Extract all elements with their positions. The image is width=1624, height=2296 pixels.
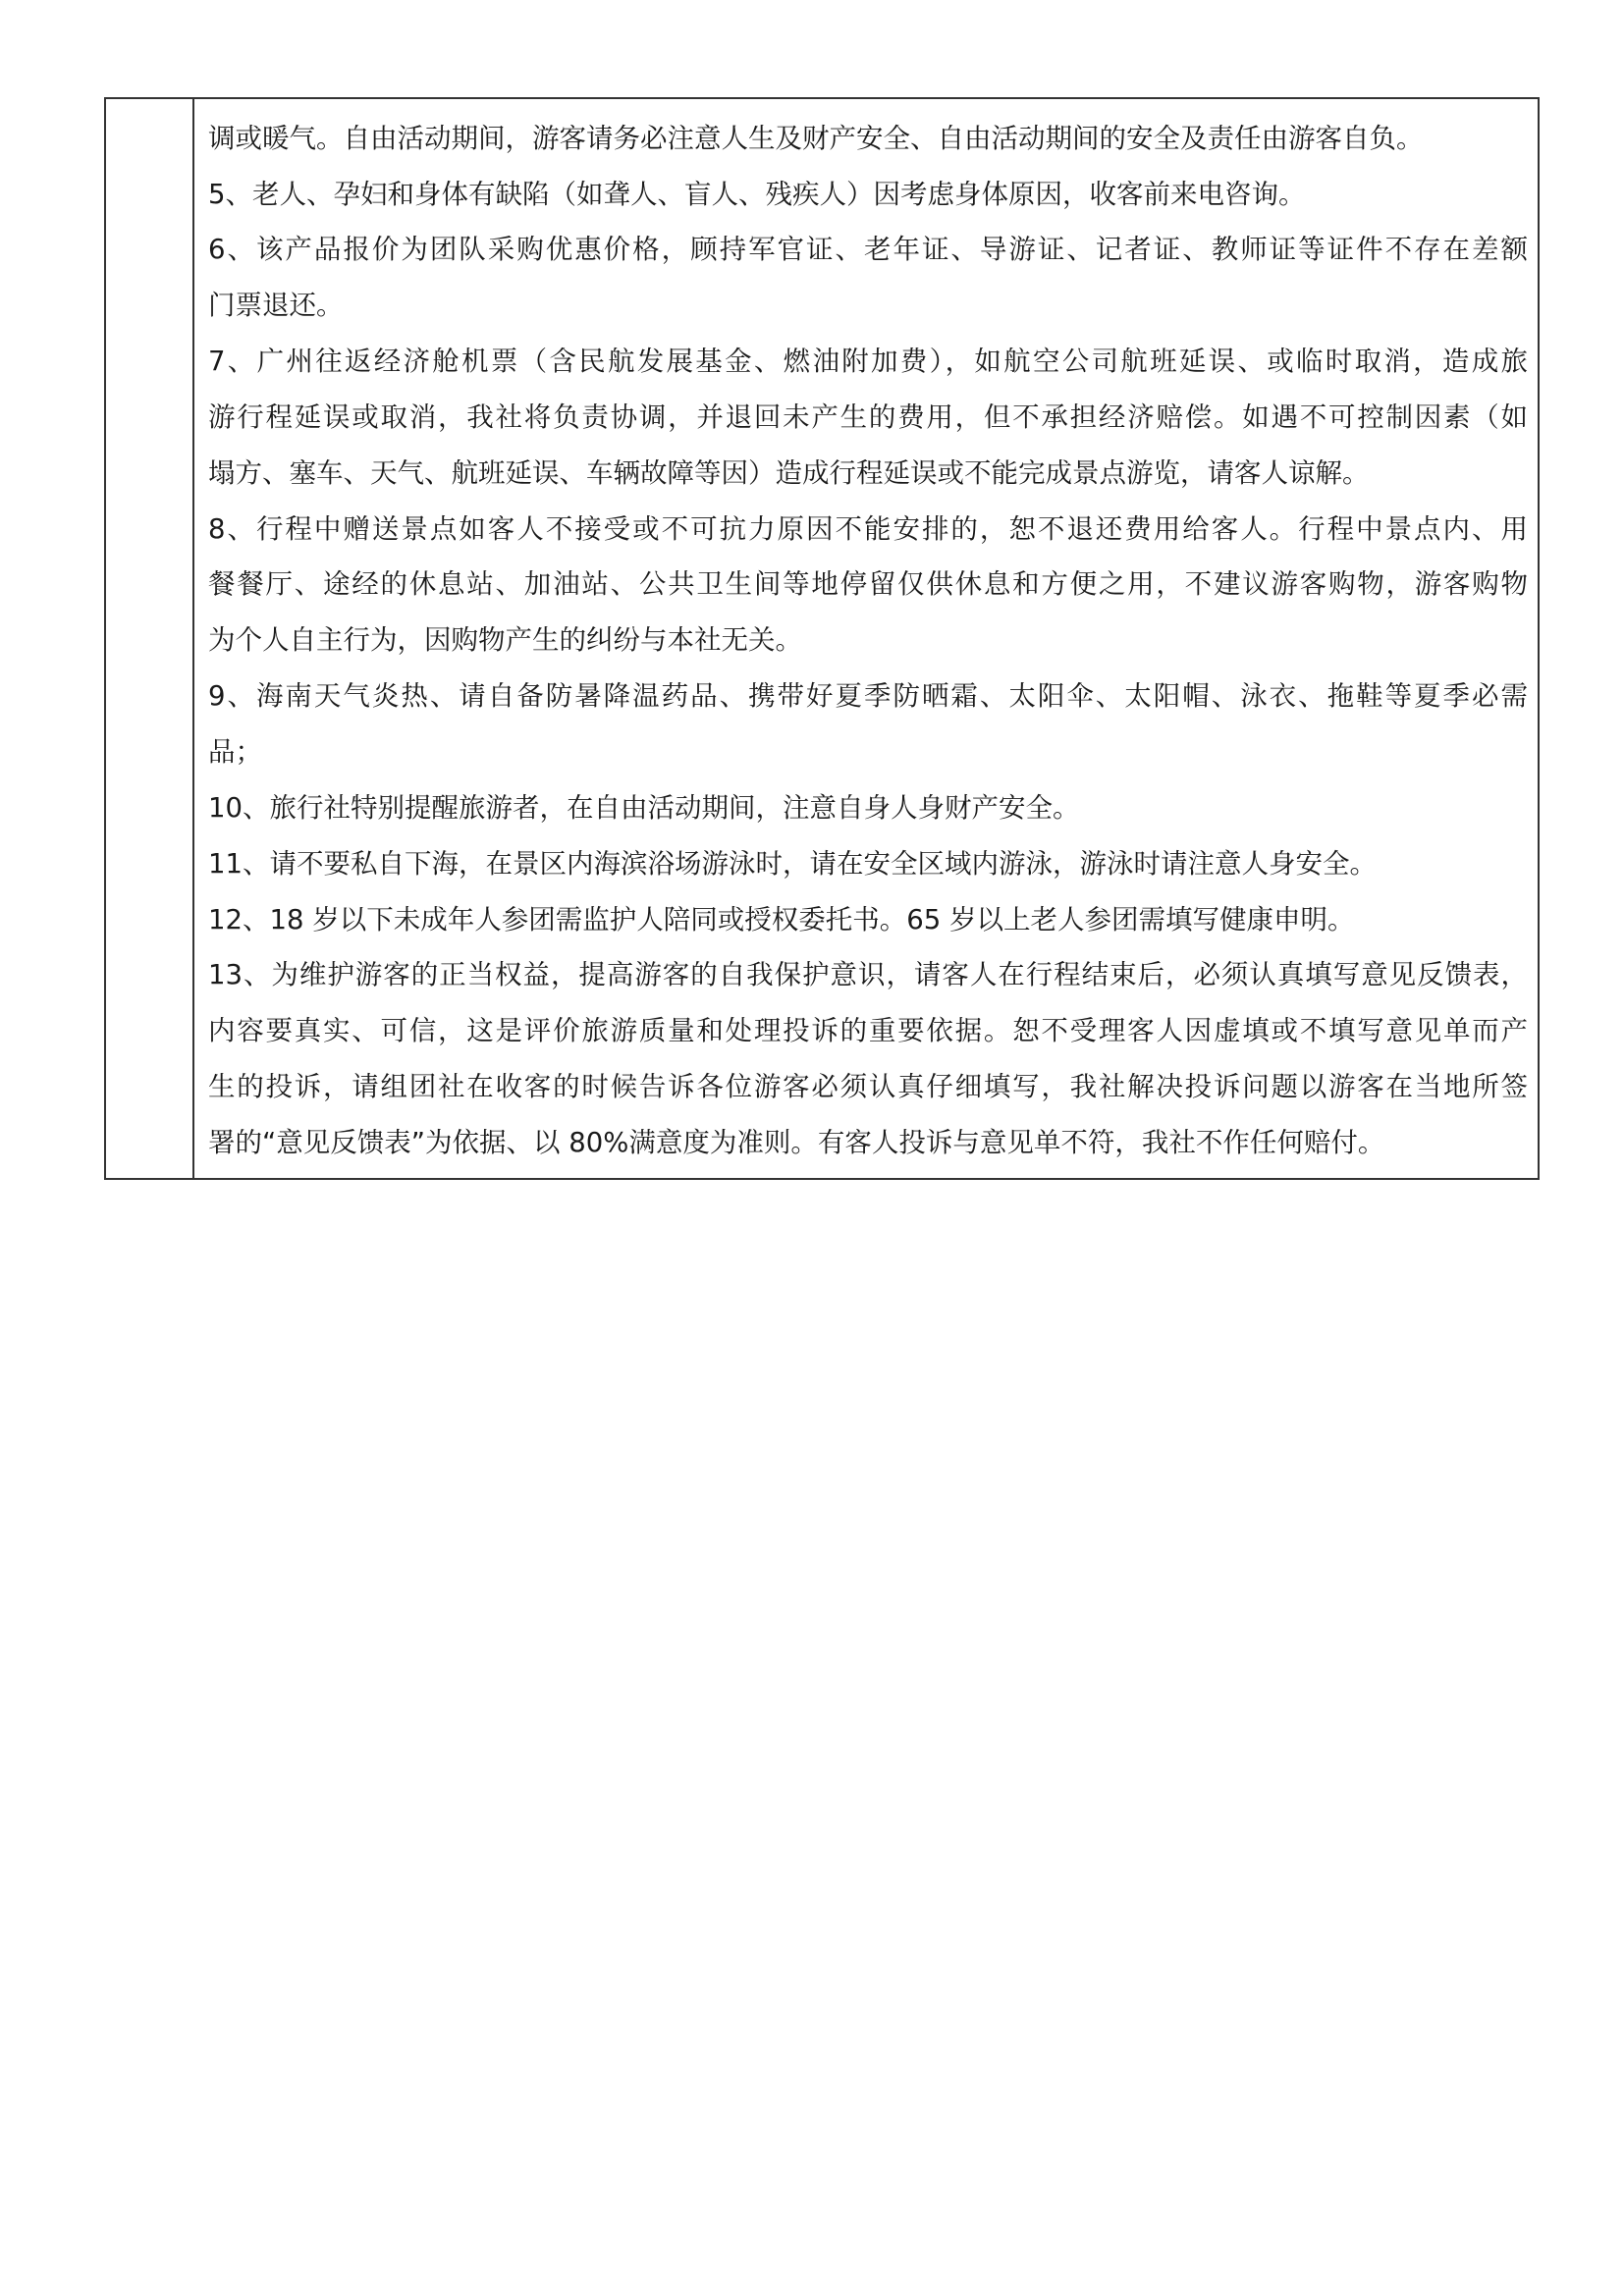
text-line: 12、18 岁以下未成年人参团需监护人陪同或授权委托书。65 岁以上老人参团需填写健康申明。 (208, 904, 1355, 935)
text-line: 门票退还。 (208, 290, 344, 321)
text-line: 生的投诉，请组团社在收客的时候告诉各位游客必须认真仔细填写，我社解决投诉问题以游客在当地所签 (208, 1071, 1528, 1102)
text-line: 11、请不要私自下海，在景区内海滨浴场游泳时，请在安全区域内游泳，游泳时请注意人身安全。 (208, 848, 1377, 880)
table-label-cell (106, 99, 194, 1178)
text-line: 7、广州往返经济舱机票（含民航发展基金、燃油附加费），如航空公司航班延误、或临时取消，造成旅 (208, 346, 1528, 377)
text-line: 调或暖气。自由活动期间，游客请务必注意人生及财产安全、自由活动期间的安全及责任由游客自负。 (208, 123, 1424, 154)
text-line: 塌方、塞车、天气、航班延误、车辆故障等因）造成行程延误或不能完成景点游览，请客人谅解。 (208, 457, 1370, 489)
notes-table (104, 97, 1540, 1180)
text-line: 9、海南天气炎热、请自备防暑降温药品、携带好夏季防晒霜、太阳伞、太阳帽、泳衣、拖鞋等夏季必需 (208, 680, 1528, 712)
text-line: 游行程延误或取消，我社将负责协调，并退回未产生的费用，但不承担经济赔偿。如遇不可控制因素（如 (208, 401, 1528, 433)
text-line: 餐餐厅、途经的休息站、加油站、公共卫生间等地停留仅供休息和方便之用，不建议游客购物，游客购物 (208, 568, 1528, 600)
text-line: 5、老人、孕妇和身体有缺陷（如聋人、盲人、残疾人）因考虑身体原因，收客前来电咨询。 (208, 179, 1306, 210)
table-content-cell (194, 99, 1538, 1178)
text-line: 署的“意见反馈表”为依据、以 80%满意度为准则。有客人投诉与意见单不符，我社不作任何赔付。 (208, 1127, 1385, 1158)
text-line: 8、行程中赠送景点如客人不接受或不可抗力原因不能安排的，恕不退还费用给客人。行程中景点内、用 (208, 513, 1528, 545)
text-line: 13、为维护游客的正当权益，提高游客的自我保护意识，请客人在行程结束后，必须认真填写意见反馈表， (208, 959, 1528, 990)
text-line: 10、旅行社特别提醒旅游者，在自由活动期间，注意自身人身财产安全。 (208, 792, 1080, 824)
text-line: 品； (208, 736, 262, 768)
text-line: 为个人自主行为，因购物产生的纠纷与本社无关。 (208, 624, 802, 656)
text-line: 6、该产品报价为团队采购优惠价格，顾持军官证、老年证、导游证、记者证、教师证等证件不存在差额 (208, 234, 1528, 265)
text-line: 内容要真实、可信，这是评价旅游质量和处理投诉的重要依据。恕不受理客人因虚填或不填写意见单而产 (208, 1015, 1528, 1046)
